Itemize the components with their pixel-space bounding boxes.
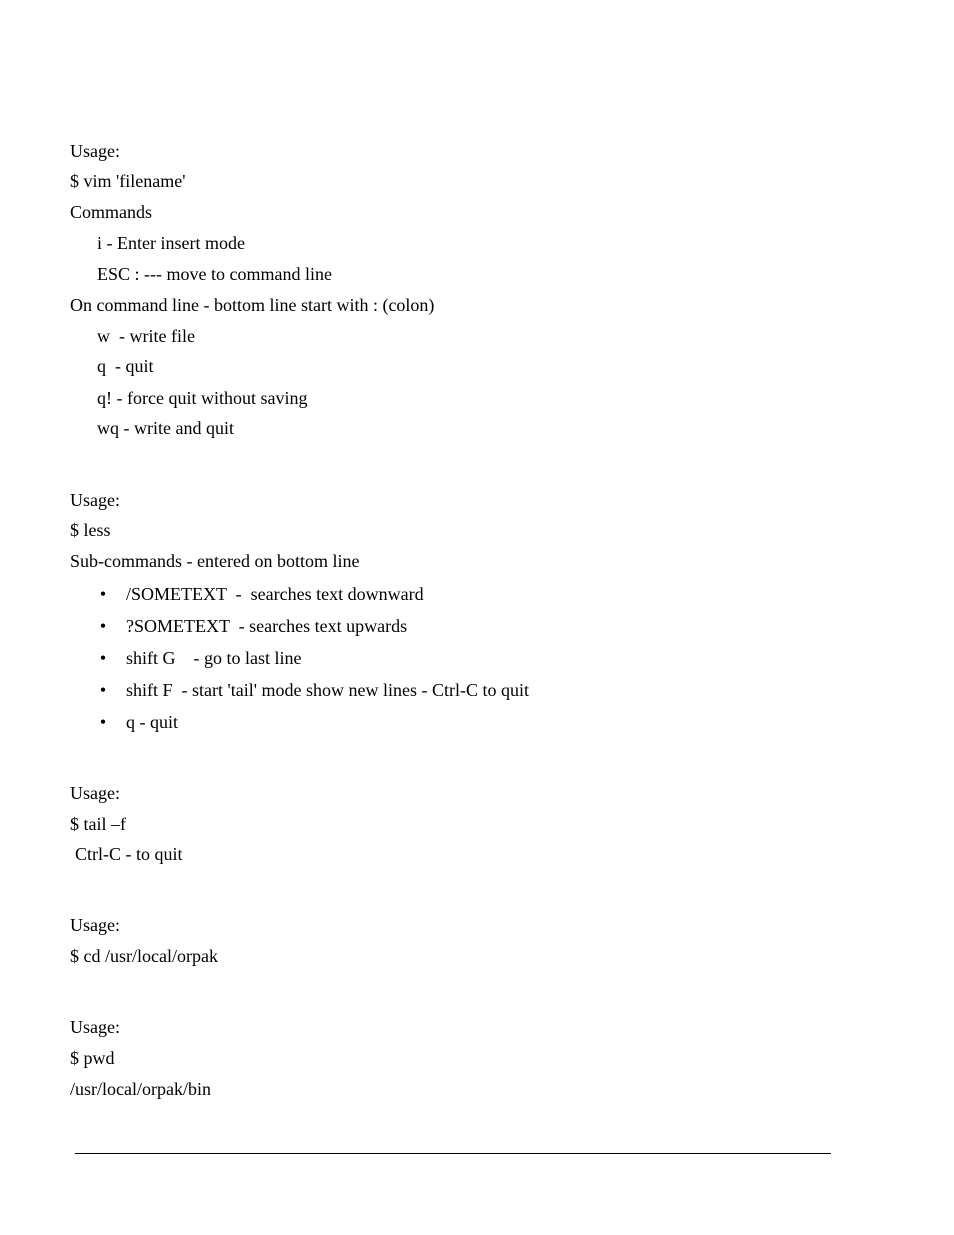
vim-usage-label: Usage:	[70, 141, 120, 161]
less-subcommand-text: /SOMETEXT - searches text downward	[126, 584, 424, 604]
vim-command-item: ESC : --- move to command line	[97, 264, 332, 284]
vim-command: $ vim 'filename'	[70, 171, 186, 191]
pwd-output: /usr/local/orpak/bin	[70, 1079, 211, 1099]
vim-command-line-item: w - write file	[97, 326, 195, 346]
bullet-icon: •	[99, 680, 107, 700]
less-subcommand-item	[97, 615, 408, 637]
vim-command-line-heading: On command line - bottom line start with : (colon)	[70, 295, 435, 315]
less-subcommand-text: shift F - start 'tail' mode show new lines - Ctrl-C to quit	[126, 680, 529, 700]
cd-usage-label: Usage:	[70, 915, 120, 935]
tail-note: Ctrl-C - to quit	[75, 844, 183, 864]
tail-usage-label: Usage:	[70, 783, 120, 803]
vim-command-line-item: wq - write and quit	[97, 418, 234, 438]
tail-command: $ tail –f	[70, 814, 126, 834]
less-subcommands-heading: Sub-commands - entered on bottom line	[70, 551, 360, 571]
bullet-icon: •	[99, 712, 107, 732]
pwd-usage-label: Usage:	[70, 1017, 120, 1037]
less-subcommand-item	[97, 583, 424, 605]
less-command: $ less	[70, 520, 111, 540]
vim-command-line-item: q! - force quit without saving	[97, 388, 308, 408]
pwd-command: $ pwd	[70, 1048, 115, 1068]
bullet-icon: •	[99, 616, 107, 636]
bullet-icon: •	[99, 584, 107, 604]
less-subcommand-text: ?SOMETEXT - searches text upwards	[126, 616, 408, 636]
less-subcommand-text: shift G - go to last line	[126, 648, 302, 668]
less-subcommand-item	[97, 647, 302, 669]
less-subcommand-item	[97, 679, 529, 701]
footer-divider	[75, 1153, 831, 1154]
less-usage-label: Usage:	[70, 490, 120, 510]
less-subcommand-item	[97, 711, 178, 733]
vim-command-line-item: q - quit	[97, 356, 154, 376]
vim-command-item: i - Enter insert mode	[97, 233, 245, 253]
vim-commands-heading: Commands	[70, 202, 153, 222]
cd-command: $ cd /usr/local/orpak	[70, 946, 218, 966]
less-subcommand-text: q - quit	[126, 712, 178, 732]
bullet-icon: •	[99, 648, 107, 668]
